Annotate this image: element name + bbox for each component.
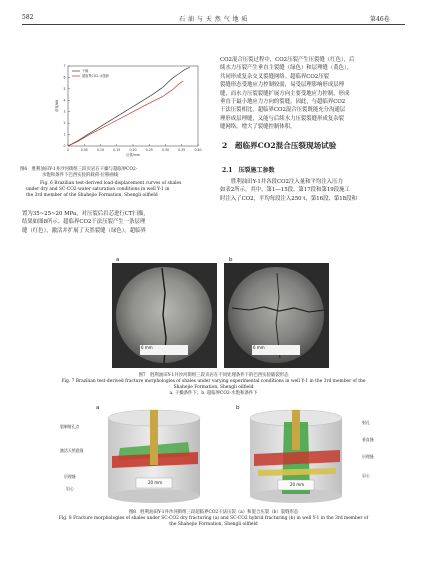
fig8-caption — [22, 510, 405, 528]
text-line: 干法压裂相比，超临界CO2混合压裂既能充分沟通层 — [220, 107, 346, 114]
section-2-heading: 2 超临界CO2混合压裂现场试验 — [222, 141, 337, 150]
x-tick-label: 0.30 — [161, 148, 170, 152]
y-tick-label: 6 — [63, 75, 66, 80]
fig7-scale-b: 6 mm — [253, 345, 265, 350]
x-axis-label: 位移/mm — [126, 153, 140, 157]
fig6-chart — [40, 56, 215, 168]
y-tick-label: 2 — [63, 121, 66, 126]
fig7-caption-en-line: Fig. 7 Brazilian test-derived fracture morphologies of shales under varying experimental conditions in well Y-1 in the 3rd member of the — [61, 379, 366, 384]
y-tick-label: 4 — [63, 98, 66, 103]
text-line: 胜利油田Y-1井各段CO2注入量和平均注入压力 — [231, 179, 343, 185]
x-tick-label: 0.35 — [178, 148, 186, 152]
fig8-caption-en-line: the Shahejie Formation, Shengli oilfield — [169, 522, 258, 527]
text-line: 垂直于最小地应力方向的裂缝。因此，与超临界CO2 — [220, 99, 346, 106]
fig8-scale-b: 20 mm — [290, 482, 305, 487]
fig6-caption-cn — [20, 167, 220, 179]
fig7-panel-a-label: a — [116, 257, 120, 263]
right-column-paragraph — [220, 56, 408, 132]
y-tick-label: 3 — [63, 109, 66, 114]
y-tick-label: 7 — [63, 64, 66, 69]
fig6-caption-en-line: the 3rd member of the Shahejie Formation, Shengli oilfield — [26, 193, 158, 198]
fig7-panel-b-label: b — [229, 257, 233, 263]
y-tick-label: 0 — [63, 144, 66, 149]
fig6-caption-en-line: under dry and SC-CO2-water saturation conditions in well Y-1 in — [26, 187, 170, 192]
fig6-caption-cn-line: 水饱和条件下巴西实验的载荷-位移曲线 — [42, 173, 119, 178]
text-line: 裂缝形态受地应力控制较弱，易受层理影响形成层理 — [220, 82, 344, 89]
left-column-paragraph — [22, 210, 212, 235]
fig8-caption-en-line: Fig. 8 Fracture morphologies of shales under SC-CO2 dry fracturing (a) and SC-CO2 hybrid fracturing (b) in well Y-1 in the 3rd member of — [58, 516, 369, 521]
text-line: 结果如图8所示。超临界CO2干法压裂产生一条层理 — [22, 219, 146, 226]
fig7-photo-b — [224, 263, 329, 368]
x-tick-label: 0.05 — [80, 148, 88, 152]
fig7-photo-a — [112, 263, 217, 368]
fig7-caption-en-line: Shahejie Formation, Shengli oilfield — [173, 385, 254, 390]
fig8-caption-cn: 图8 胜利油田Y-1井沙河街组三段超临界CO2干法压裂（a）和混合压裂（b）裂缝形态 — [128, 510, 299, 515]
text-line: 续水力压裂产生垂直主裂缝（绿色）和层理缝（黄色）， — [220, 65, 353, 72]
fig8-label-bedding-a: 层理缝 — [64, 474, 76, 479]
x-tick-label: 0.25 — [145, 148, 153, 152]
x-tick-label: 0.20 — [129, 148, 137, 152]
legend-label: 超临界CO2-水饱和 — [82, 74, 110, 79]
journal-title: 石 油 与 天 然 气 地 质 — [179, 16, 248, 23]
page-number: 582 — [22, 14, 34, 21]
text-line: 缝网络，增大了裂缝控制体积。 — [220, 124, 296, 131]
x-tick-label: 0 — [66, 148, 70, 152]
fig8-core-a — [90, 408, 218, 504]
fig8-label-natural-fracture: 激活天然裂缝 — [60, 448, 84, 453]
x-tick-label: 0.15 — [113, 148, 121, 152]
header-rule — [22, 24, 405, 25]
legend-label: 干燥 — [82, 69, 89, 74]
text-line: 理形成层理缝，又能与后续水力压裂裂缝形成复杂裂 — [220, 115, 344, 122]
y-tick-label: 5 — [63, 86, 66, 91]
text-line: 如表2所示。其中，第1—15段、第17段和第19段施工 — [220, 187, 350, 194]
fig6-caption-en-line: Fig. 6 Brazilian test-derived load-displacement curves of shales — [40, 181, 182, 186]
fig6-caption-en — [20, 181, 220, 199]
fig8-label-vertical-b: 垂直缝 — [362, 437, 374, 442]
text-line: 缝，而水力压裂裂缝扩展方向主要受地应力控制，形成 — [220, 90, 350, 97]
x-tick-label: 0.10 — [96, 148, 105, 152]
section-2-1-heading: 2.1 压裂施工参数 — [222, 167, 275, 174]
fig8-panel-b-label: b — [236, 405, 240, 411]
text-line: CO2混合压裂过程中，CO2压裂产生压裂缝（红色），后 — [220, 57, 355, 63]
fig8-label-core-a: 岩心 — [66, 486, 74, 491]
y-axis-label: 载荷/kN — [55, 100, 59, 112]
x-tick-label: 0.40 — [194, 148, 202, 152]
text-line: 共同形成复杂交叉裂缝网络。超临界CO2压裂 — [220, 73, 330, 80]
fig8-scale-a: 20 mm — [148, 480, 163, 485]
fig8-core-b — [232, 408, 360, 504]
fig7-caption-cn: 图7 胜利油田Y-1井沙河街组三段页岩在不同处理条件下的巴西实验破裂形态 — [138, 373, 289, 378]
fig7-subcaption: a. 干燥条件下；b. 超临界CO2-水饱和条件下 — [169, 391, 258, 396]
fig8-panel-a-label: a — [96, 405, 100, 411]
fig6-caption-cn-line: 图6 胜利油田Y-1井沙河街组三段页岩在干燥与超临界CO2- — [20, 167, 138, 172]
y-tick-label: 1 — [63, 132, 66, 137]
text-line: 时注入了CO2，平均每段注入250 t，第16段、第18段和 — [220, 195, 357, 202]
fig7-scale-a: 6 mm — [141, 345, 153, 350]
series-line — [68, 67, 190, 146]
volume-label: 第46卷 — [370, 16, 390, 23]
fig7-caption — [22, 373, 405, 397]
section-2-1-paragraph — [220, 178, 408, 203]
fig8-label-perf-b: 射孔 — [362, 420, 370, 425]
fig8-label-core-b: 岩心 — [362, 473, 370, 478]
text-line: 缝（红色），激活并扩展了天然裂缝（绿色）。超临界 — [22, 227, 146, 234]
fig8-label-bedding-b: 层理缝 — [362, 454, 374, 459]
text-line: 置为35~25~20 MPa，对压裂后岩芯进行CT扫描， — [22, 211, 149, 217]
fig8-label-perforation: 裂制射孔点 — [60, 424, 80, 429]
